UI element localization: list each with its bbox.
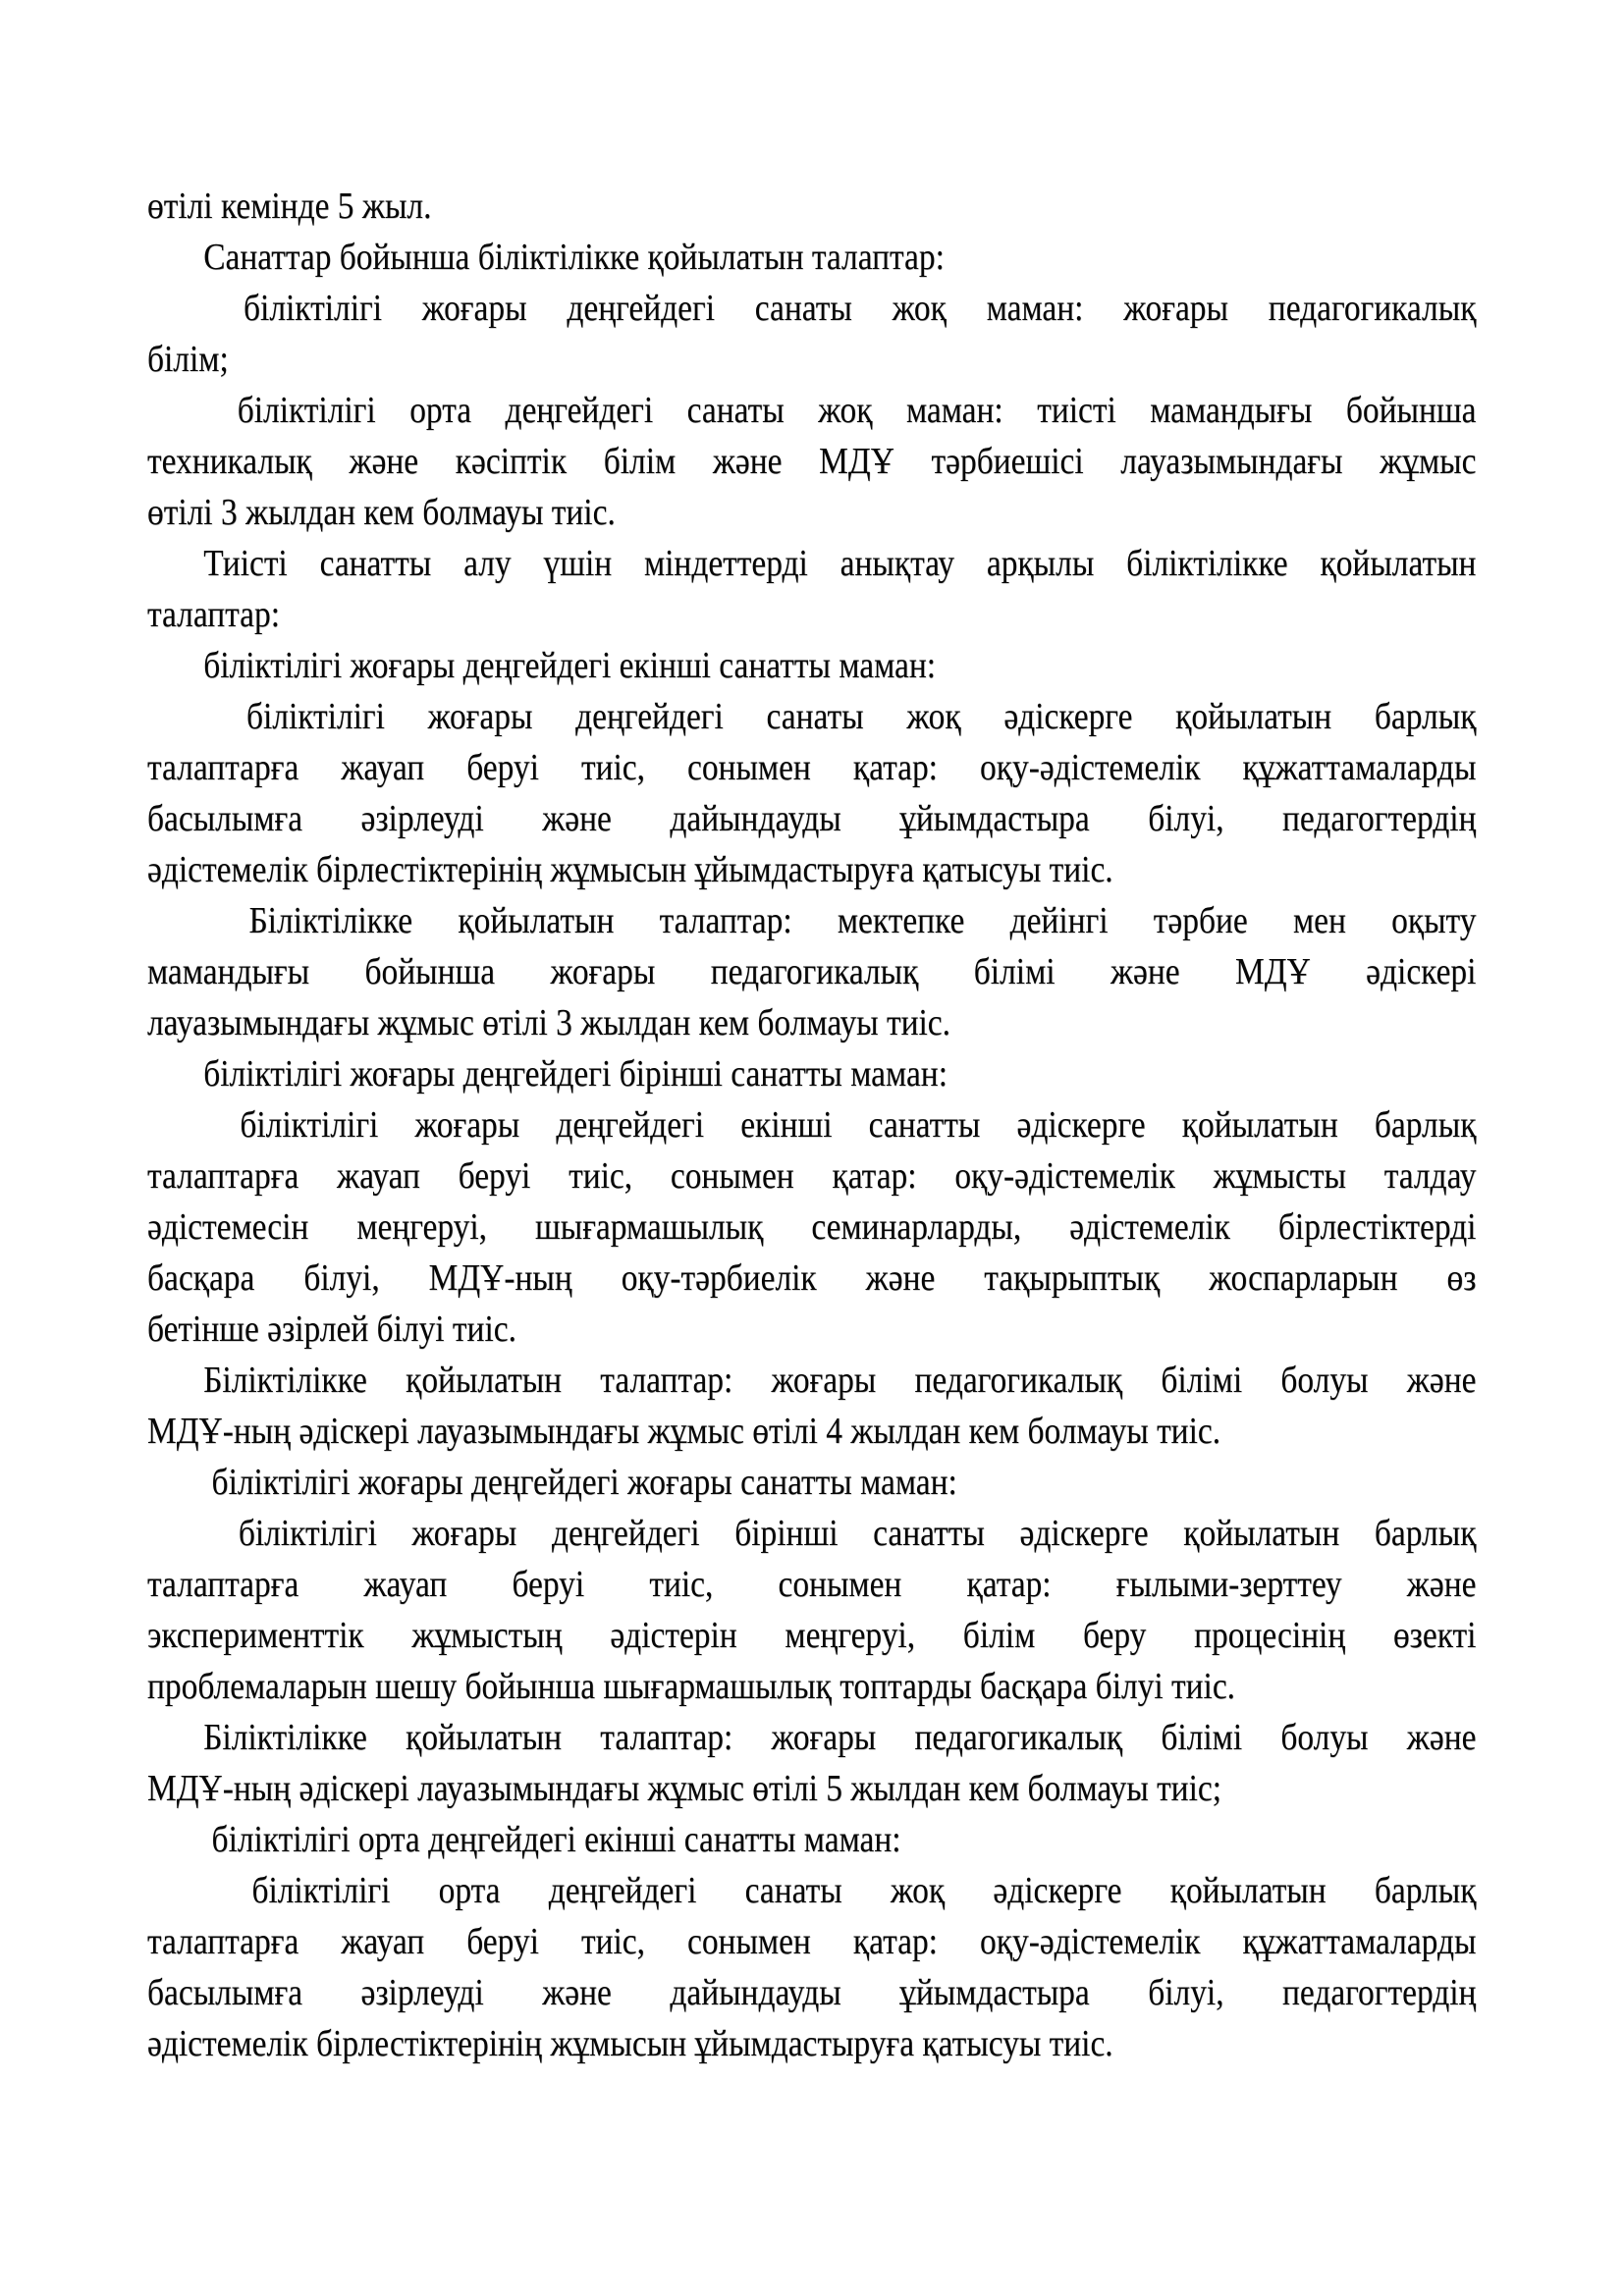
text-line: біліктілігі жоғары деңгейдегі санаты жоқ маман: жоғары педагогикалық (203, 288, 1477, 329)
paragraph (147, 895, 1476, 1048)
paragraph (147, 538, 1476, 640)
document-text (147, 181, 1476, 2069)
text-line: Біліктілікке қойылатын талаптар: жоғары педагогикалық білімі болуы және (203, 1360, 1477, 1401)
text-line: талаптар: (147, 594, 281, 635)
paragraph (147, 1508, 1476, 1712)
paragraph (147, 640, 1476, 691)
paragraph (147, 1355, 1476, 1457)
paragraph (147, 283, 1476, 385)
paragraph (147, 181, 1476, 232)
text-line: басылымға әзірлеуді және дайындауды ұйымдастыра білуі, педагогтердің (147, 1972, 1477, 2013)
text-line: біліктілігі жоғары деңгейдегі екінші санатты әдіскерге қойылатын барлық (203, 1104, 1477, 1146)
text-line: өтілі 3 жылдан кем болмауы тиіс. (147, 492, 616, 533)
paragraph (147, 232, 1476, 283)
text-line: МДҰ-ның әдіскері лауазымындағы жұмыс өтілі 4 жылдан кем болмауы тиіс. (147, 1411, 1221, 1452)
paragraph (147, 1712, 1476, 1814)
text-line: біліктілігі жоғары деңгейдегі санаты жоқ әдіскерге қойылатын барлық (203, 696, 1477, 737)
text-line: талаптарға жауап беруі тиіс, сонымен қатар: оқу-әдістемелік жұмысты талдау (147, 1155, 1477, 1197)
text-line: әдістемелік бірлестіктерінің жұмысын ұйымдастыруға қатысуы тиіс. (147, 2023, 1113, 2064)
text-line: эксперименттік жұмыстың әдістерін меңгеруі, білім беру процесінің өзекті (147, 1615, 1477, 1656)
text-line: басылымға әзірлеуді және дайындауды ұйымдастыра білуі, педагогтердің (147, 798, 1477, 839)
paragraph (147, 385, 1476, 538)
text-line: біліктілігі орта деңгейдегі санаты жоқ маман: тиісті мамандығы бойынша (203, 390, 1477, 431)
text-line: басқара білуі, МДҰ-ның оқу-тәрбиелік және тақырыптық жоспарларын өз (147, 1257, 1477, 1299)
text-line: әдістемелік бірлестіктерінің жұмысын ұйымдастыруға қатысуы тиіс. (147, 849, 1113, 890)
paragraph (147, 1865, 1476, 2069)
text-line: біліктілігі жоғары деңгейдегі жоғары санатты маман: (203, 1462, 957, 1503)
text-line: бетінше әзірлей білуі тиіс. (147, 1308, 516, 1350)
text-line: әдістемесін меңгеруі, шығармашылық семинарларды, әдістемелік бірлестіктерді (147, 1206, 1477, 1248)
paragraph (147, 1814, 1476, 1865)
text-line: біліктілігі орта деңгейдегі санаты жоқ әдіскерге қойылатын барлық (203, 1870, 1477, 1911)
text-line: талаптарға жауап беруі тиіс, сонымен қатар: оқу-әдістемелік құжаттамаларды (147, 1921, 1477, 1962)
text-line: біліктілігі жоғары деңгейдегі бірінші санатты әдіскерге қойылатын барлық (203, 1513, 1477, 1554)
text-line: талаптарға жауап беруі тиіс, сонымен қатар: оқу-әдістемелік құжаттамаларды (147, 747, 1477, 788)
text-line: техникалық және кәсіптік білім және МДҰ тәрбиешісі лауазымындағы жұмыс (147, 441, 1477, 482)
text-line: проблемаларын шешу бойынша шығармашылық топтарды басқара білуі тиіс. (147, 1666, 1236, 1707)
paragraph (147, 1457, 1476, 1508)
text-line: мамандығы бойынша жоғары педагогикалық білімі және МДҰ әдіскері (147, 951, 1477, 992)
text-line: білім; (147, 339, 229, 380)
paragraph (147, 1048, 1476, 1099)
paragraph (147, 1099, 1476, 1355)
text-line: МДҰ-ның әдіскері лауазымындағы жұмыс өтілі 5 жылдан кем болмауы тиіс; (147, 1768, 1222, 1809)
text-line: лауазымындағы жұмыс өтілі 3 жылдан кем болмауы тиіс. (147, 1002, 951, 1043)
text-line: Тиісті санатты алу үшін міндеттерді анықтау арқылы біліктілікке қойылатын (203, 543, 1477, 584)
text-line: Біліктілікке қойылатын талаптар: жоғары педагогикалық білімі болуы және (203, 1717, 1477, 1758)
paragraph (147, 691, 1476, 895)
text-line: Біліктілікке қойылатын талаптар: мектепке дейінгі тәрбие мен оқыту (203, 900, 1477, 941)
text-line: біліктілігі жоғары деңгейдегі бірінші санатты маман: (203, 1053, 947, 1095)
text-line: талаптарға жауап беруі тиіс, сонымен қатар: ғылыми-зерттеу және (147, 1564, 1477, 1605)
text-line: біліктілігі жоғары деңгейдегі екінші санатты маман: (203, 645, 937, 686)
text-line: Санаттар бойынша біліктілікке қойылатын талаптар: (203, 237, 945, 278)
text-line: өтілі кемінде 5 жыл. (147, 186, 432, 227)
text-line: біліктілігі орта деңгейдегі екінші санатты маман: (203, 1819, 901, 1860)
